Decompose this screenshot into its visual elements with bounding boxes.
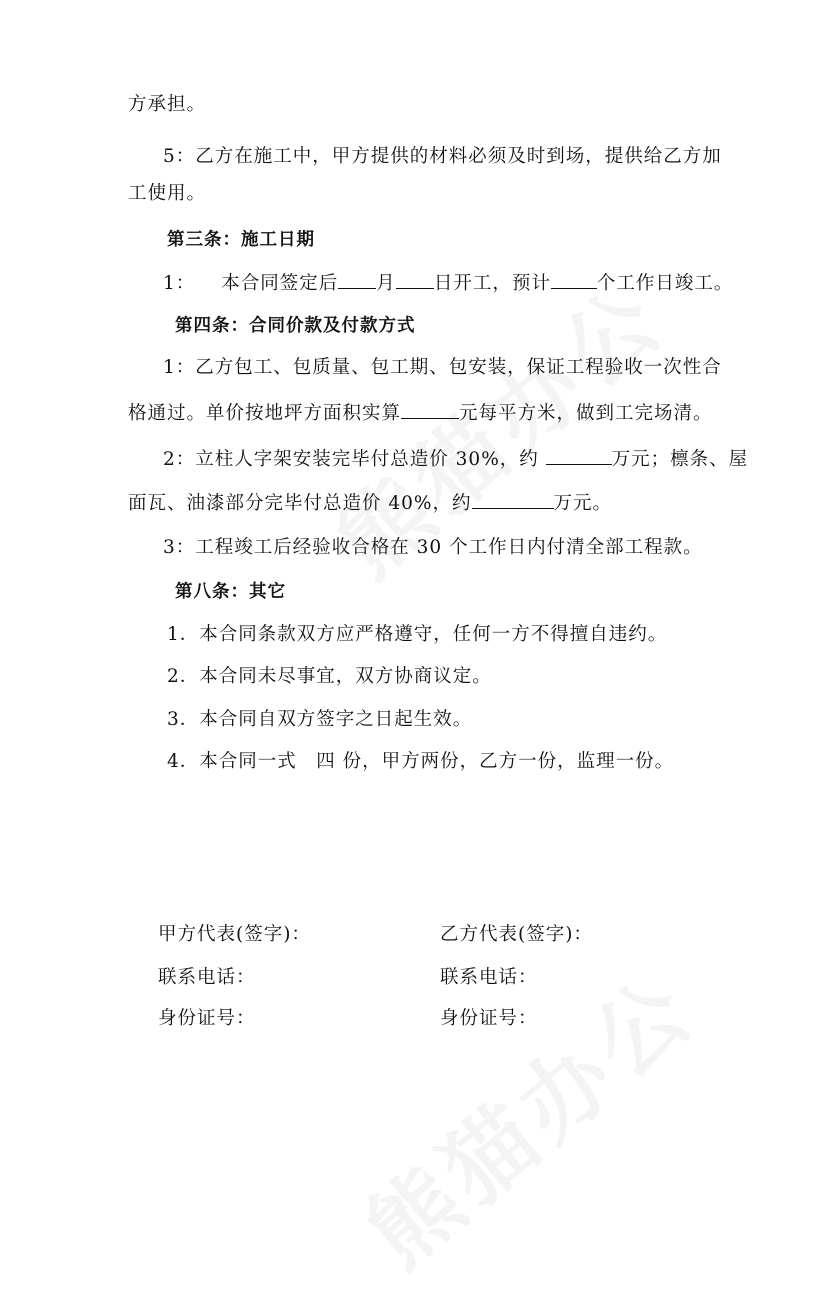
article-4-clause-3: 3：工程竣工后经验收合格在 30 个工作日内付清全部工程款。 — [163, 537, 703, 558]
clause-text: 面瓦、油漆部分完毕付总造价 40%，约 — [128, 493, 472, 514]
article-8-heading: 第八条：其它 — [175, 582, 286, 602]
party-b-representative-label: 乙方代表(签字)： — [440, 924, 593, 945]
blank-line — [401, 400, 459, 419]
party-a-id-label: 身份证号： — [158, 1008, 256, 1029]
blank-line — [472, 490, 554, 509]
blank-line — [338, 270, 376, 289]
blank-line — [546, 446, 612, 465]
clause-text: 元每平方米，做到工完场清。 — [459, 403, 713, 424]
clause-text: 2：立柱人字架安装完毕付总造价 30%，约 — [163, 449, 546, 470]
article-8-item-4: 4．本合同一式 四 份，甲方两份，乙方一份，监理一份。 — [167, 751, 675, 772]
article-8-item-3: 3．本合同自双方签字之日起生效。 — [167, 709, 473, 730]
clause-text: 万元；檩条、屋 — [611, 449, 749, 470]
article-8-item-1: 1．本合同条款双方应严格遵守，任何一方不得擅自违约。 — [167, 624, 668, 645]
article-4-heading: 第四条：合同价款及付款方式 — [175, 316, 416, 336]
clause-text: 个工作日竣工。 — [596, 273, 734, 294]
article-4-clause-2-line-2 — [128, 490, 612, 517]
party-a-representative-label: 甲方代表(签字)： — [158, 924, 311, 945]
article-4-clause-1-line-1: 1：乙方包工、包质量、包工期、包安装，保证工程验收一次性合 — [163, 357, 722, 378]
clause-text: 日开工，预计 — [433, 273, 551, 294]
watermark — [334, 939, 718, 1291]
clause-text: 格通过。单价按地坪方面积实算 — [128, 403, 402, 424]
party-b-phone-label: 联系电话： — [440, 967, 538, 988]
article-4-clause-2-line-1 — [163, 446, 748, 473]
clause-text: 万元。 — [553, 493, 613, 514]
clause-5-line-1: 5：乙方在施工中，甲方提供的材料必须及时到场，提供给乙方加 — [163, 146, 722, 167]
party-b-id-label: 身份证号： — [440, 1008, 538, 1029]
blank-line — [551, 270, 597, 289]
clause-number: 1： — [163, 273, 196, 294]
article-3-clause-1 — [163, 270, 733, 297]
clause-text: 月 — [376, 273, 396, 294]
party-a-phone-label: 联系电话： — [158, 967, 256, 988]
article-4-clause-1-line-2 — [128, 400, 713, 427]
article-3-heading: 第三条：施工日期 — [167, 230, 315, 250]
paragraph-continuation: 方承担。 — [128, 94, 207, 115]
clause-text: 本合同签定后 — [221, 273, 339, 294]
clause-5-line-2: 工使用。 — [128, 183, 207, 204]
blank-line — [396, 270, 434, 289]
article-8-item-2: 2．本合同未尽事宜，双方协商议定。 — [167, 666, 492, 687]
